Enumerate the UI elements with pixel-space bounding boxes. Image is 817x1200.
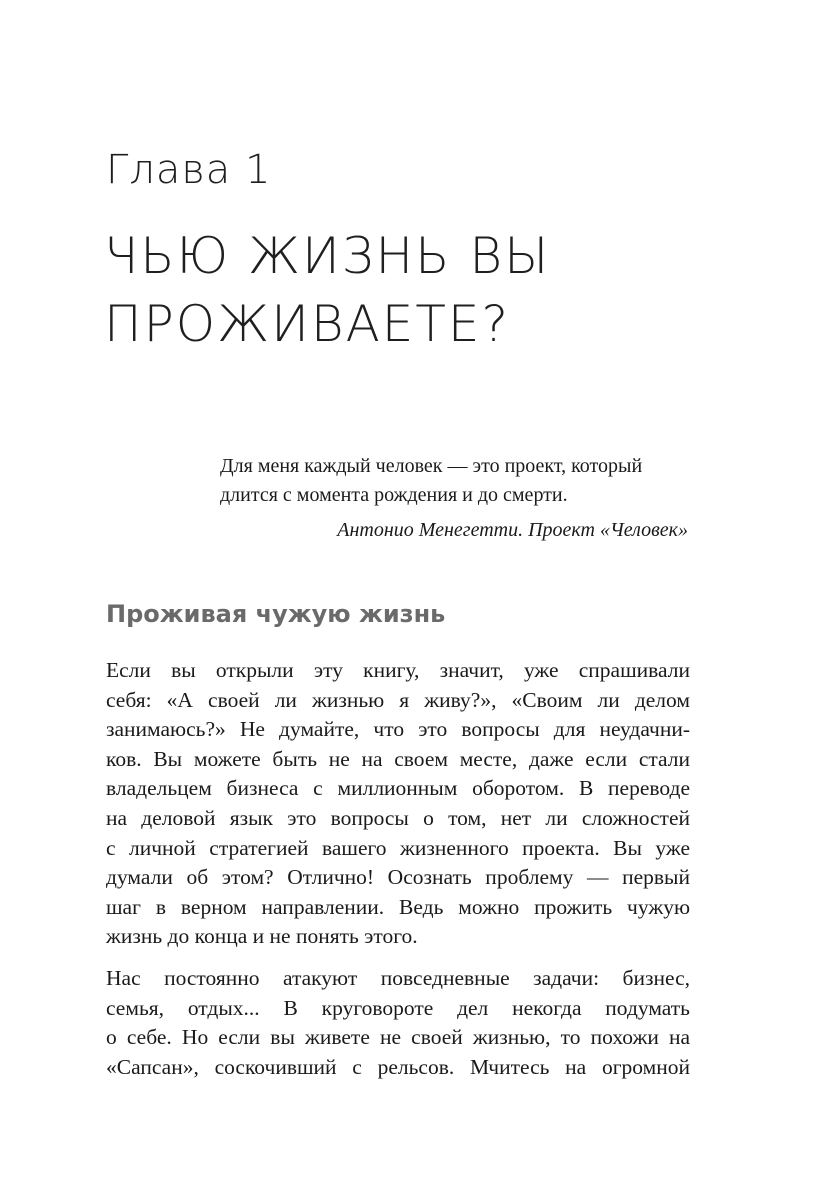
text-line: на деловой язык это вопросы о том, нет ли сложностей bbox=[106, 805, 690, 830]
text-line: семья, отдых... В круговороте дел некогда подумать bbox=[106, 995, 690, 1020]
chapter-label: Глава 1 bbox=[106, 147, 272, 193]
text-line: занимаюсь?» Не думайте, что это вопросы для неудачни- bbox=[106, 717, 690, 742]
section-heading: Проживая чужую жизнь bbox=[106, 600, 446, 628]
text-line: себя: «А своей ли жизнью я живу?», «Своим ли делом bbox=[106, 687, 690, 712]
body-text bbox=[106, 656, 690, 1094]
text-line: владельцем бизнеса с миллионным оборотом. В переводе bbox=[106, 776, 690, 801]
text-line: ков. Вы можете быть не на своем месте, даже если стали bbox=[106, 746, 690, 771]
epigraph-attribution: Антонио Менегетти. Проект «Человек» bbox=[337, 519, 688, 541]
epigraph bbox=[200, 452, 688, 545]
epigraph-line: длится с момента рождения и до смерти. bbox=[220, 484, 568, 506]
paragraph bbox=[106, 656, 690, 952]
text-line: думали об этом? Отлично! Осознать проблему — первый bbox=[106, 865, 690, 890]
text-line: шаг в верном направлении. Ведь можно прожить чужую bbox=[106, 894, 690, 919]
text-line: с личной стратегией вашего жизненного проекта. Вы уже bbox=[106, 835, 690, 860]
chapter-title bbox=[104, 222, 744, 358]
text-line: «Сапсан», соскочивший с рельсов. Мчитесь на огромной bbox=[106, 1054, 690, 1079]
paragraph bbox=[106, 964, 690, 1082]
chapter-title-line: ЧЬЮ ЖИЗНЬ ВЫ bbox=[104, 227, 551, 285]
text-line: о себе. Но если вы живете не своей жизнью, то похожи на bbox=[106, 1025, 690, 1050]
chapter-title-line: ПРОЖИВАЕТЕ? bbox=[104, 295, 511, 353]
text-line: жизнь до конца и не понять этого. bbox=[106, 924, 418, 949]
epigraph-line: Для меня каждый человек — это проект, который bbox=[220, 455, 643, 477]
text-line: Нас постоянно атакуют повседневные задачи: бизнес, bbox=[106, 965, 690, 990]
text-line: Если вы открыли эту книгу, значит, уже спрашивали bbox=[106, 658, 690, 682]
